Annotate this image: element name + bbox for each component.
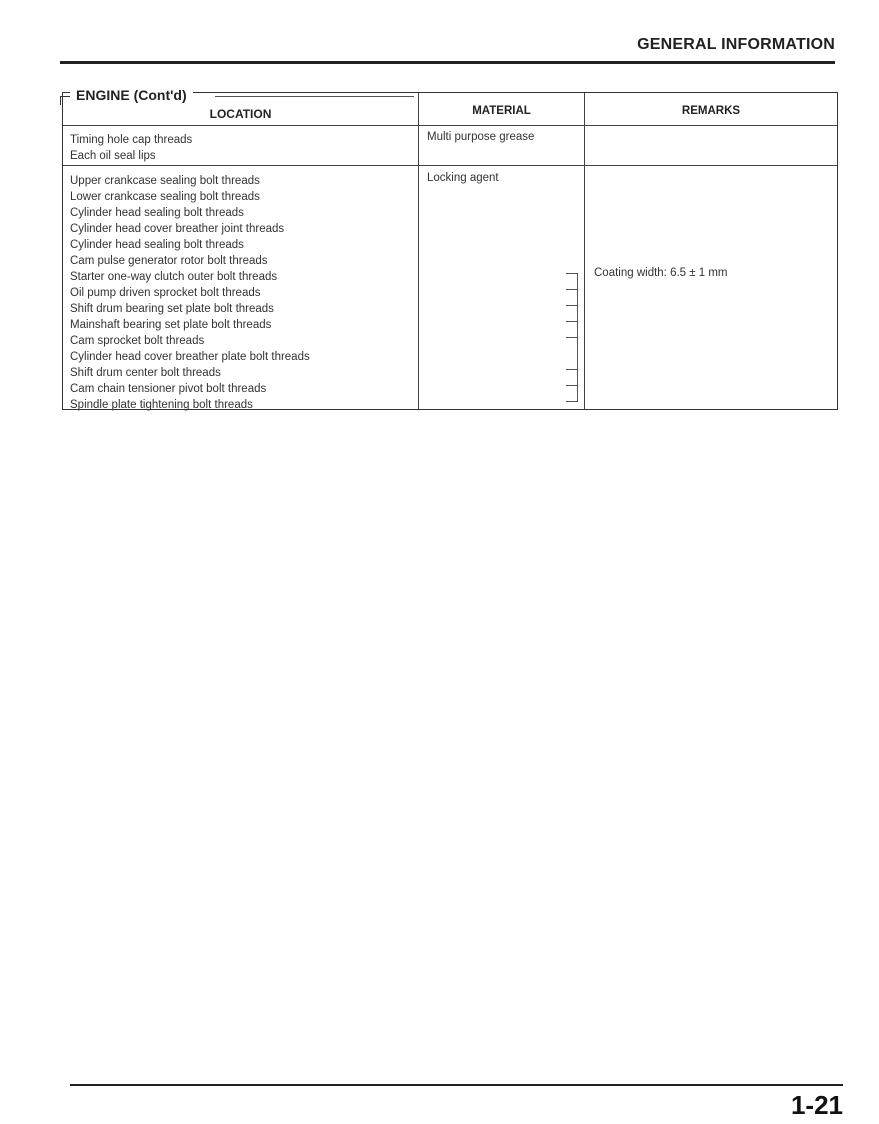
location-item: Shift drum bearing set plate bolt threads	[70, 303, 274, 315]
location-item: Cylinder head cover breather joint threads	[70, 223, 285, 235]
column-divider	[418, 93, 419, 409]
location-item: Starter one-way clutch outer bolt threads	[70, 271, 278, 283]
location-item: Cam sprocket bolt threads	[70, 335, 205, 347]
location-item: Spindle plate tightening bolt threads	[70, 399, 253, 411]
remark-bracket-tick	[566, 369, 578, 370]
remark-bracket-tick	[566, 289, 578, 290]
location-item: Oil pump driven sprocket bolt threads	[70, 287, 261, 299]
column-header-location: LOCATION	[209, 107, 272, 121]
remark-bracket-tick	[566, 305, 578, 306]
location-item: Cylinder head cover breather plate bolt threads	[70, 351, 310, 363]
column-header-material: MATERIAL	[472, 105, 531, 117]
remark-bracket-tick	[566, 385, 578, 386]
location-item: Cylinder head sealing bolt threads	[70, 239, 244, 251]
footer-rule	[70, 1084, 843, 1086]
remark-bracket-tick	[566, 321, 578, 322]
lubrication-spec-table	[62, 92, 838, 410]
section-title: ENGINE (Cont'd)	[70, 87, 193, 103]
location-item: Each oil seal lips	[70, 150, 156, 162]
page-number: 1-21	[790, 1090, 843, 1120]
header-rule	[60, 61, 835, 64]
page-header-title: GENERAL INFORMATION	[637, 36, 835, 53]
header-divider	[63, 125, 837, 126]
location-item: Shift drum center bolt threads	[70, 367, 221, 379]
location-item: Lower crankcase sealing bolt threads	[70, 191, 260, 203]
location-item: Cam chain tensioner pivot bolt threads	[70, 383, 267, 395]
table-row-2-locations	[70, 173, 310, 413]
table-row-1-material: Multi purpose grease	[427, 131, 535, 143]
remark-bracket-tick	[566, 273, 578, 274]
table-row-2-material: Locking agent	[427, 172, 499, 184]
row-divider	[63, 165, 837, 166]
table-row-1-locations	[70, 132, 192, 164]
location-item: Upper crankcase sealing bolt threads	[70, 175, 260, 187]
column-divider	[584, 93, 585, 409]
location-item: Cam pulse generator rotor bolt threads	[70, 255, 268, 267]
location-item: Timing hole cap threads	[70, 134, 193, 146]
table-row-2-remarks: Coating width: 6.5 ± 1 mm	[594, 267, 728, 279]
location-item: Cylinder head sealing bolt threads	[70, 207, 244, 219]
column-header-remarks: REMARKS	[681, 105, 741, 117]
remark-bracket-tick	[566, 401, 578, 402]
location-item: Mainshaft bearing set plate bolt threads	[70, 319, 272, 331]
remark-bracket-tick	[566, 337, 578, 338]
